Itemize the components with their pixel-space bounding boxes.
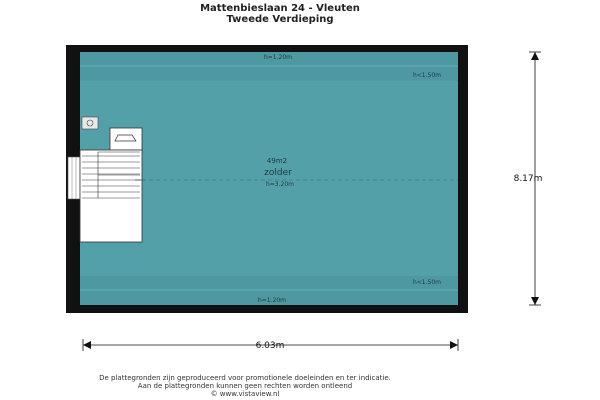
arrow-right-icon	[450, 341, 458, 349]
height-top-inner: h<1.50m	[412, 72, 442, 79]
left-wall-window	[68, 157, 80, 199]
arrow-left-icon	[83, 341, 91, 349]
address-title: Mattenbieslaan 24 - Vleuten	[200, 3, 360, 14]
arrow-down-icon	[531, 297, 539, 305]
room-name: zolder	[264, 168, 292, 178]
height-top-edge: h=1.20m	[263, 54, 293, 61]
copyright-line: © www.vistaview.nl	[210, 390, 280, 398]
stair-opening	[80, 150, 142, 242]
boiler-unit	[82, 117, 98, 129]
room-height-center: h=3.20m	[265, 181, 295, 188]
disclaimer-line-2: Aan de plattegronden kunnen geen rechten worden ontleend	[137, 382, 353, 390]
room-area: 49m2	[266, 157, 288, 165]
depth-dimension-label: 8.17m	[513, 174, 543, 184]
height-bottom-inner: h<1.50m	[412, 279, 442, 286]
arrow-up-icon	[531, 52, 539, 60]
width-dimension-label: 6.03m	[255, 341, 285, 351]
disclaimer-line-1: De plattegronden zijn geproduceerd voor promotionele doeleinden en ter indicatie.	[99, 374, 391, 382]
appliance-box	[110, 128, 142, 150]
height-bottom-edge: h=1.20m	[257, 297, 287, 304]
floor-title: Tweede Verdieping	[226, 14, 334, 25]
